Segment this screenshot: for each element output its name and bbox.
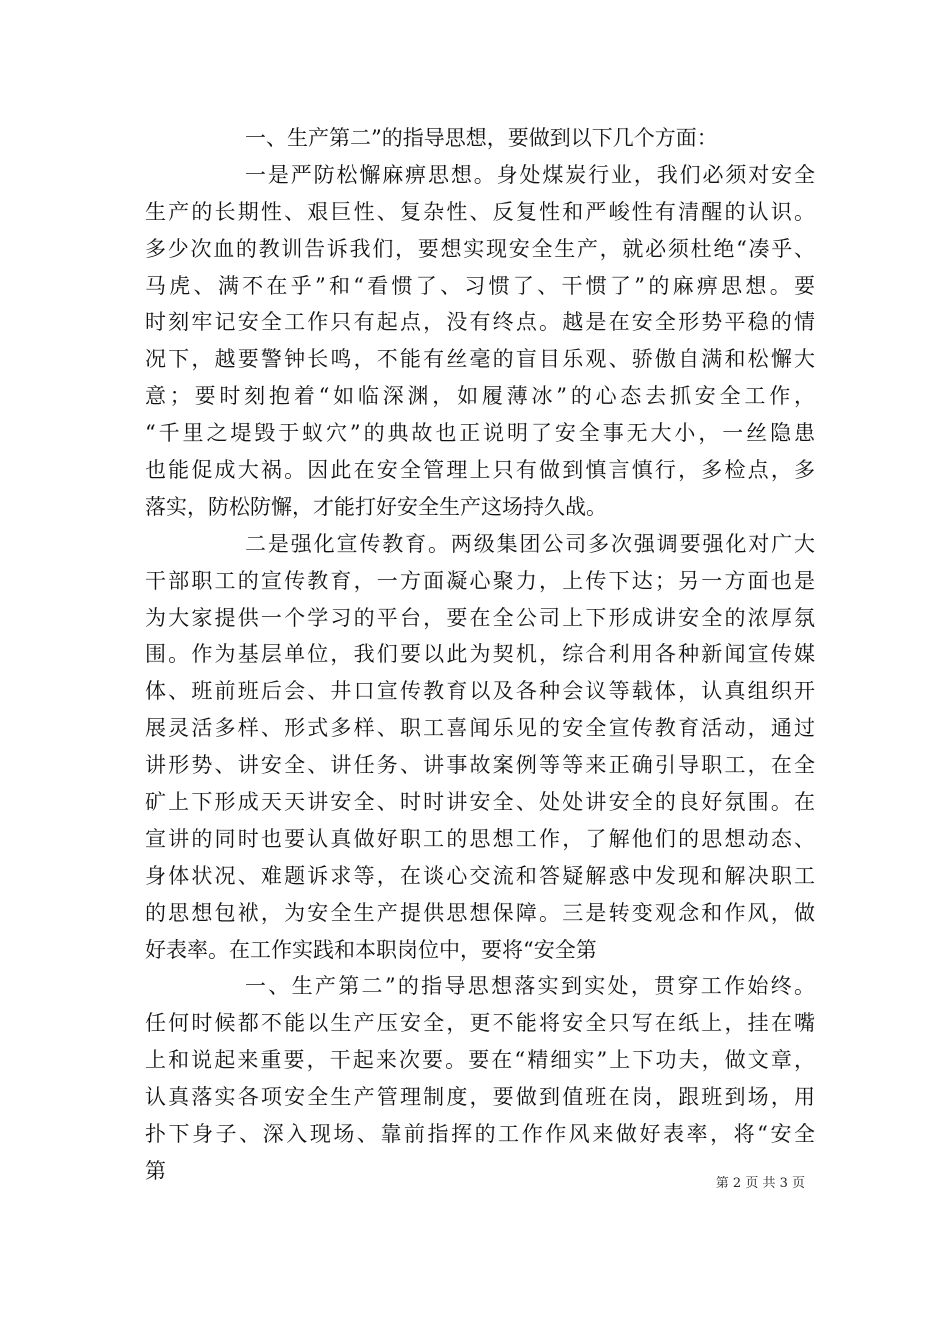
text-line: 宣讲的同时也要认真做好职工的思想工作，了解他们的思想动态、 <box>145 826 815 851</box>
text-line: 况下，越要警钟长鸣，不能有丝毫的盲目乐观、骄傲自满和松懈大 <box>145 347 815 372</box>
text-line: 马虎、满不在乎”和“看惯了、习惯了、干惯了”的麻痹思想。要 <box>145 273 815 298</box>
text-line: 一是严防松懈麻痹思想。身处煤炭行业，我们必须对安全 <box>245 162 815 187</box>
text-line: 认真落实各项安全生产管理制度，要做到值班在岗，跟班到场，用 <box>145 1085 815 1110</box>
text-line: 扑下身子、深入现场、靠前指挥的工作作风来做好表率，将“安全 <box>145 1122 815 1147</box>
text-line: 也能促成大祸。因此在安全管理上只有做到慎言慎行，多检点，多 <box>145 458 815 483</box>
text-line: 一、生产第二”的指导思想落实到实处，贯穿工作始终。 <box>245 974 815 999</box>
text-line: 上和说起来重要，干起来次要。要在“精细实”上下功夫，做文章， <box>145 1048 815 1073</box>
text-line: 身体状况、难题诉求等，在谈心交流和答疑解惑中发现和解决职工 <box>145 863 815 888</box>
text-line: 多少次血的教训告诉我们，要想实现安全生产，就必须杜绝“凑乎、 <box>145 236 815 261</box>
text-line: 矿上下形成天天讲安全、时时讲安全、处处讲安全的良好氛围。在 <box>145 790 815 815</box>
page-number-footer: 第 2 页 共 3 页 <box>715 1176 805 1191</box>
text-line: 落实，防松防懈，才能打好安全生产这场持久战。 <box>145 494 607 519</box>
text-line: “千里之堤毁于蚁穴”的典故也正说明了安全事无大小，一丝隐患 <box>145 421 815 446</box>
text-line: 展灵活多样、形式多样、职工喜闻乐见的安全宣传教育活动，通过 <box>145 716 815 741</box>
text-line: 为大家提供一个学习的平台，要在全公司上下形成讲安全的浓厚氛 <box>145 605 815 630</box>
text-line: 二是强化宣传教育。两级集团公司多次强调要强化对广大 <box>245 531 815 556</box>
text-line: 生产的长期性、艰巨性、复杂性、反复性和严峻性有清醒的认识。 <box>145 199 815 224</box>
text-line: 时刻牢记安全工作只有起点，没有终点。越是在安全形势平稳的情 <box>145 310 815 335</box>
text-line: 体、班前班后会、井口宣传教育以及各种会议等载体，认真组织开 <box>145 679 815 704</box>
text-line: 的思想包袱，为安全生产提供思想保障。三是转变观念和作风，做 <box>145 900 815 925</box>
text-line: 好表率。在工作实践和本职岗位中，要将“安全第 <box>145 937 597 962</box>
text-line: 一、生产第二”的指导思想，要做到以下几个方面： <box>245 126 718 150</box>
text-line: 干部职工的宣传教育，一方面凝心聚力，上传下达；另一方面也是 <box>145 568 815 593</box>
document-body <box>145 120 815 1190</box>
text-line: 围。作为基层单位，我们要以此为契机，综合利用各种新闻宣传媒 <box>145 642 815 667</box>
text-line: 讲形势、讲安全、讲任务、讲事故案例等等来正确引导职工，在全 <box>145 753 815 778</box>
text-line: 意；要时刻抱着“如临深渊，如履薄冰”的心态去抓安全工作， <box>145 384 815 409</box>
text-line: 第 <box>145 1158 166 1183</box>
text-line: 任何时候都不能以生产压安全，更不能将安全只写在纸上，挂在嘴 <box>145 1011 815 1036</box>
